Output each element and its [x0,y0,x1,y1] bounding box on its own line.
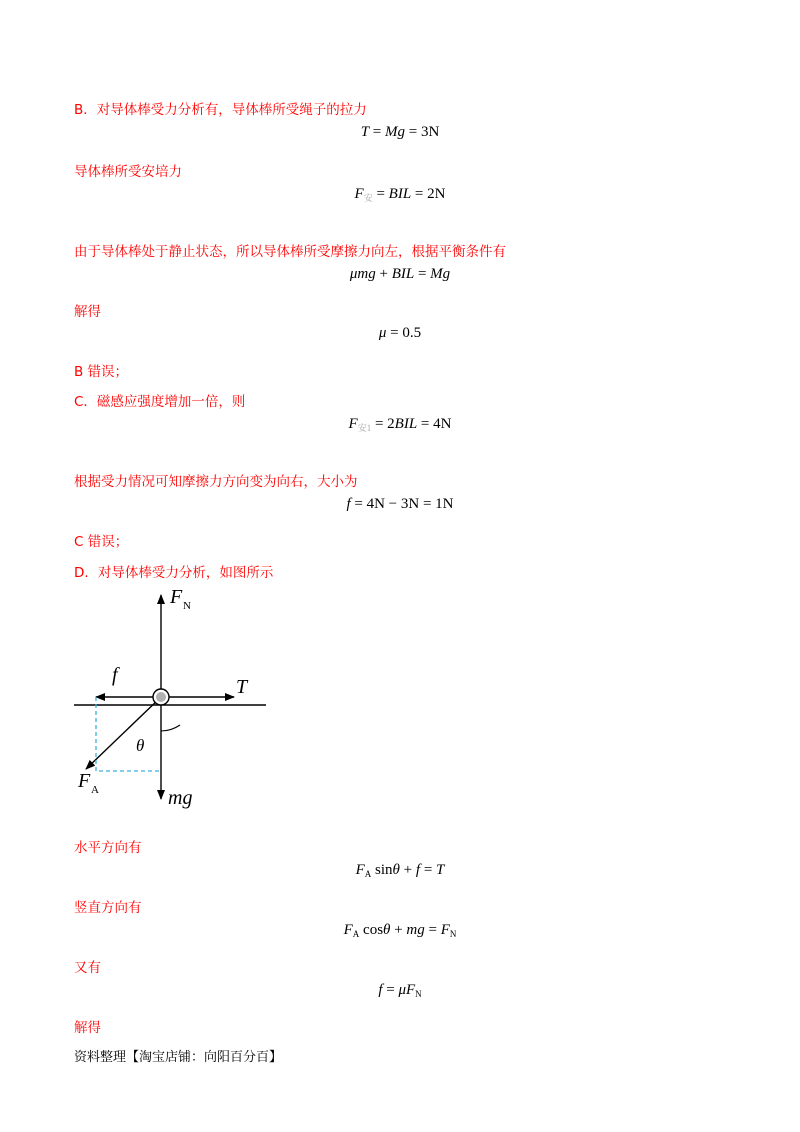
text-also: 又有 [74,960,101,976]
text-c-intro: C．磁感应强度增加一倍，则 [74,394,246,410]
equation-vertical: $F_A$ cosθ + mg = $F_N$ [343,922,457,939]
theta-arc [161,725,180,731]
equation-horizontal: $F_A$ sinθ + f = T [355,862,445,879]
text-c-wrong: C 错误； [74,534,129,550]
label-theta: θ [136,736,145,755]
equation-ampere-doubled: $F_{安1} = 2BIL = 4N$ [348,416,452,433]
text-vertical: 竖直方向有 [74,900,142,916]
label-mg: mg [168,787,193,809]
label-fn-sub: N [183,600,191,612]
conductor-rod-core [156,692,166,702]
equation-balance: μmg + BIL = Mg [349,266,451,282]
label-friction: f [112,664,118,686]
text-d-intro: D．对导体棒受力分析，如图所示 [74,565,274,581]
dashed-component-lines [96,697,161,771]
force-diagram [70,585,290,815]
text-horizontal: 水平方向有 [74,840,142,856]
label-fa: F [78,770,91,792]
footer-source: 资料整理【淘宝店铺：向阳百分百】 [74,1050,283,1065]
text-static-state: 由于导体棒处于静止状态，所以导体棒所受摩擦力向左，根据平衡条件有 [74,244,506,260]
label-tension: T [236,676,248,698]
label-fn: F [170,586,183,608]
text-solve-2: 解得 [74,1020,101,1036]
equation-ampere: $F_安$ = BIL = 2N [354,186,446,203]
equation-friction-coefficient: $f = \mu F_N$ [378,982,422,999]
equation-friction: f = 4N − 3N = 1N [346,496,454,512]
text-c-friction: 根据受力情况可知摩擦力方向变为向右，大小为 [74,474,358,490]
equation-tension: T = Mg = 3N [360,124,440,140]
label-fa-sub: A [91,784,99,796]
equation-mu: μ = 0.5 [378,325,422,341]
text-ampere-force: 导体棒所受安培力 [74,164,182,180]
text-solve-1: 解得 [74,304,101,320]
text-b-intro: B．对导体棒受力分析有，导体棒所受绳子的拉力 [74,102,367,118]
text-b-wrong: B 错误； [74,364,129,380]
ampere-force-arrow [86,697,161,769]
